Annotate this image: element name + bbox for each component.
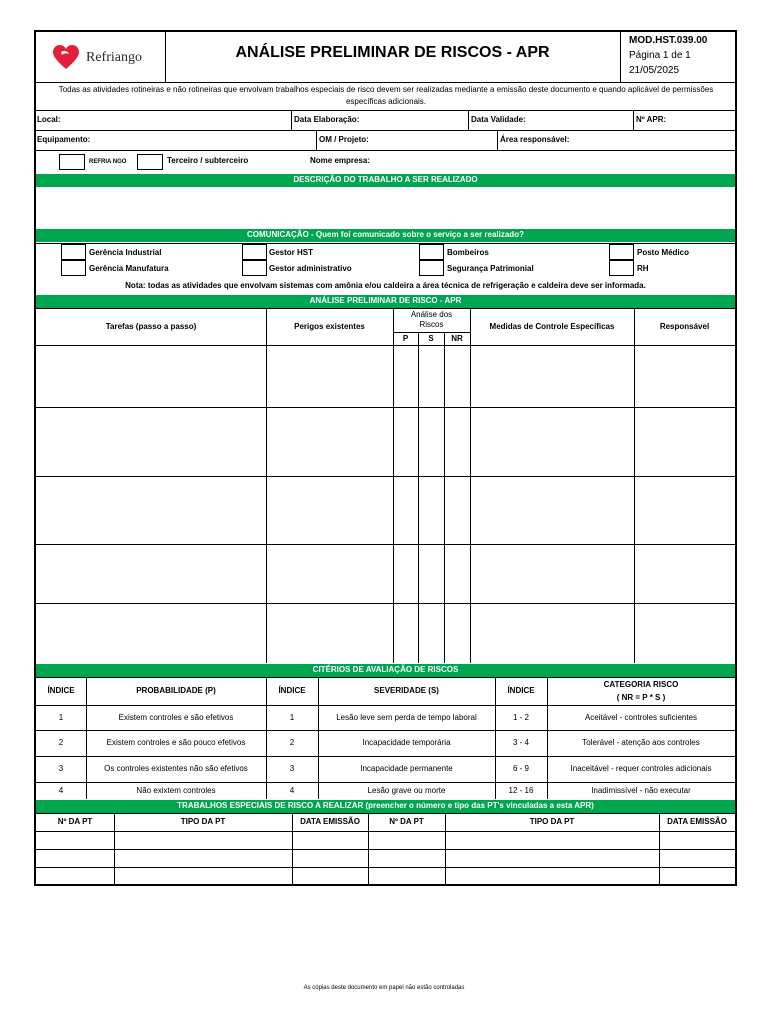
divider [620, 30, 621, 82]
table-row-divider [34, 407, 737, 408]
criterio-row-2-indice: 2 [58, 738, 64, 747]
page-title: ANÁLISE PRELIMINAR DE RISCOS - APR [235, 44, 550, 61]
checkbox-seguranca-patrimonial[interactable] [419, 260, 444, 276]
trabalhos-col-tipo-pt: TIPO DA PT [180, 817, 226, 826]
checkbox-posto-medico[interactable] [609, 244, 634, 260]
label-gestor-hst: Gestor HST [269, 248, 314, 257]
divider [34, 345, 737, 346]
label-bombeiros: Bombeiros [447, 248, 489, 257]
checkbox-gestor-hst[interactable] [242, 244, 267, 260]
criterio-row-1-probabilidade: Existem controles e são efetivos [118, 712, 234, 722]
label-seguranca-patrimonial: Segurança Patrimonial [447, 264, 534, 273]
refriango-checkbox-label: REFRIA NGO [89, 159, 127, 165]
divider [418, 332, 419, 663]
checkbox-rh[interactable] [609, 260, 634, 276]
col-s: S [428, 333, 434, 343]
intro-text: Todas as atividades rotineiras e não rotineiras que envolvam trabalhos especiais de risco devem ser realizadas mediante a emissão deste documento e quando aplicável de permissões específicas adicionais. [58, 85, 714, 106]
checkbox-bombeiros[interactable] [419, 244, 444, 260]
label-gerencia-manufatura: Gerência Manufatura [89, 264, 169, 273]
criterio-row-1-indice-c: 1 - 2 [512, 712, 529, 722]
table-row-divider [34, 544, 737, 545]
divider [497, 130, 498, 150]
divider [444, 332, 445, 663]
criterio-row-4-indice-c: 12 - 16 [508, 785, 534, 795]
checkbox-gerencia-industrial[interactable] [61, 244, 86, 260]
comunicacao-note: Nota: todas as atividades que envolvam sistemas com amônia e/ou caldeira a área técnica de refrigeração e caldeira deve ser informada. [125, 281, 646, 290]
criterio-row-2-indice-c: 3 - 4 [512, 738, 529, 747]
divider [34, 82, 737, 83]
divider [34, 130, 737, 131]
refriango-checkbox[interactable] [59, 154, 85, 170]
criterio-row-2-categoria: Tolerável - atenção aos controles [582, 738, 700, 747]
divider [634, 308, 635, 663]
nome-empresa-label: Nome empresa: [310, 156, 371, 165]
divider [34, 150, 737, 151]
section-apr: ANÁLISE PRELIMINAR DE RISCO - APR [36, 295, 735, 308]
criterio-row-2-probabilidade: Existem controles e são pouco efetivos [106, 738, 246, 747]
criterios-col-severidade: SEVERIDADE (S) [374, 686, 439, 695]
divider [316, 130, 317, 150]
criterio-row-4-probabilidade: Não exixtem controles [136, 785, 216, 795]
label-gerencia-industrial: Gerência Industrial [89, 248, 162, 257]
section-descricao: DESCRIÇÃO DO TRABALHO A SER REALIZADO [36, 174, 735, 187]
trabalhos-col-n-pt: Nº DA PT [57, 817, 93, 826]
criterio-row-4-severidade: Lesão grave ou morte [367, 785, 446, 795]
col-responsavel: Responsável [659, 321, 710, 331]
checkbox-gerencia-manufatura[interactable] [61, 260, 86, 276]
table-row-divider [34, 476, 737, 477]
criterios-col-indice: ÍNDICE [47, 686, 75, 695]
divider [34, 110, 737, 111]
trabalhos-col-data-emissao: DATA EMISSÃO [300, 817, 360, 826]
criterio-row-1-indice-s: 1 [289, 712, 295, 722]
divider [34, 831, 737, 832]
logo-text: Refriango [86, 50, 142, 65]
terceiro-checkbox-label: Terceiro / subterceiro [167, 156, 249, 165]
terceiro-checkbox[interactable] [137, 154, 163, 170]
trabalhos-col-n-pt-2: Nº DA PT [389, 817, 424, 826]
criterio-row-4-indice: 4 [58, 785, 64, 795]
divider [34, 867, 737, 868]
criterio-row-3-indice: 3 [58, 764, 64, 773]
criterio-row-1-categoria: Aceitável - controles suficientes [584, 712, 698, 722]
doc-date: 21/05/2025 [629, 65, 680, 76]
divider [34, 849, 737, 850]
label-posto-medico: Posto Médico [637, 248, 690, 257]
criterio-row-3-categoria: Inaceitável - requer controles adicionais [570, 764, 712, 773]
criterio-row-4-categoria: Inadimissível - não executar [591, 785, 691, 795]
om-projeto-label: OM / Projeto: [319, 135, 369, 144]
area-responsavel-label: Área responsável: [500, 135, 570, 144]
criterios-formula: ( NR = P * S ) [616, 692, 666, 702]
col-p: P [402, 333, 409, 343]
criterio-row-2-severidade: Incapacidade temporária [362, 738, 451, 747]
criterio-row-2-indice-s: 2 [289, 738, 295, 747]
criterios-col-categoria: CATEGORIA RISCO [603, 679, 679, 689]
section-trabalhos: TRABALHOS ESPECIAIS DE RISCO A REALIZAR (preencher o número e tipo das PT's vinculadas a esta APR) [36, 800, 735, 813]
col-perigos: Perigos existentes [294, 321, 365, 331]
table-row-divider [34, 603, 737, 604]
col-analise: Análise dos Riscos [410, 310, 453, 329]
equipamento-label: Equipamento: [37, 135, 91, 144]
criterio-row-3-probabilidade: Os controles existentes não são efetivos [104, 764, 248, 773]
local-label: Local: [37, 115, 61, 124]
criterio-row-3-indice-c: 6 - 9 [512, 764, 529, 773]
footer-note: As cópias deste documento em papel não estão controladas [303, 985, 465, 991]
criterios-col-probabilidade: PROBABILIDADE (P) [136, 686, 216, 695]
data-elaboracao-label: Data Elaboração: [294, 115, 360, 124]
criterio-row-4-indice-s: 4 [289, 785, 295, 795]
doc-code: MOD.HST.039.00 [629, 35, 708, 46]
label-gestor-administrativo: Gestor administrativo [269, 264, 352, 273]
divider [393, 308, 394, 663]
logo-heart-icon [52, 44, 80, 70]
section-comunicacao: COMUNICAÇÃO - Quem foi comunicado sobre o serviço a ser realizado? [36, 229, 735, 242]
data-validade-label: Data Validade: [471, 115, 526, 124]
col-medidas: Medidas de Controle Específicas [489, 321, 615, 331]
criterio-row-3-severidade: Incapacidade permanente [360, 764, 453, 773]
criterio-row-1-severidade: Lesão leve sem perda de tempo laboral [336, 712, 477, 722]
section-criterios: CITÉRIOS DE AVALIAÇÃO DE RISCOS [36, 664, 735, 677]
divider [291, 110, 292, 130]
divider [266, 308, 267, 663]
divider [633, 110, 634, 130]
descricao-field[interactable] [36, 188, 735, 228]
criterio-row-3-indice-s: 3 [289, 764, 295, 773]
label-rh: RH [637, 264, 649, 273]
trabalhos-col-tipo-pt-2: TIPO DA PT [529, 817, 575, 826]
criterios-col-indice-s: ÍNDICE [278, 686, 306, 695]
col-tarefas: Tarefas (passo a passo) [105, 321, 197, 331]
criterios-col-indice-c: ÍNDICE [507, 686, 535, 695]
criterio-row-1-indice: 1 [58, 712, 64, 722]
page-number: Página 1 de 1 [629, 50, 691, 61]
checkbox-gestor-administrativo[interactable] [242, 260, 267, 276]
divider [468, 110, 469, 130]
trabalhos-col-data-emissao-2: DATA EMISSÃO [667, 817, 727, 826]
col-nr: NR [451, 333, 463, 343]
n-apr-label: Nº APR: [636, 115, 667, 124]
divider [470, 308, 471, 663]
